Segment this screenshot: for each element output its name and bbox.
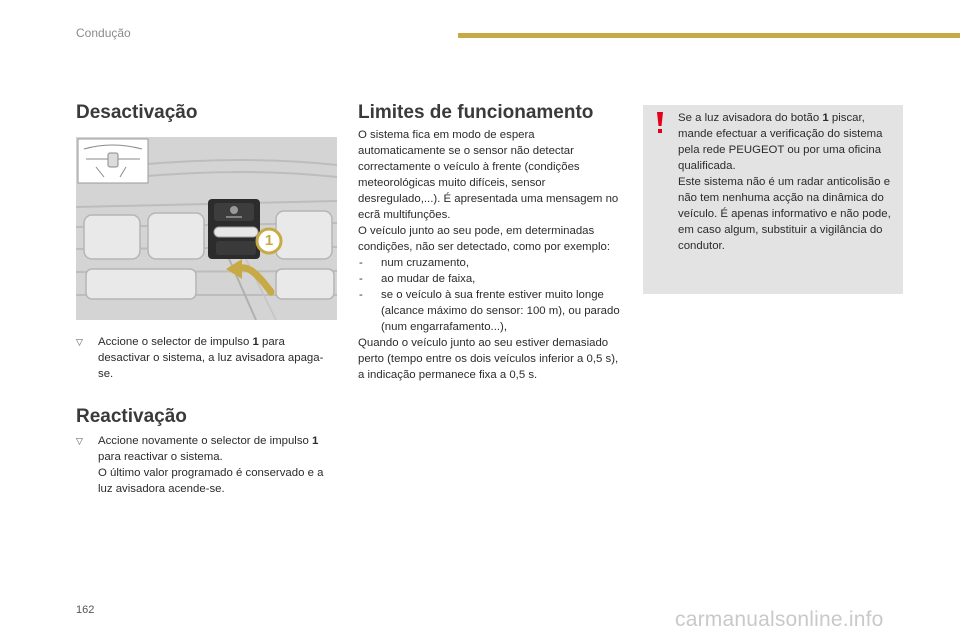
step-ref: 1: [252, 336, 259, 348]
note-text-cont: piscar, mande efectuar a verificação do sistema pela rede PEUGEOT ou por uma oficina qualificada.: [678, 112, 883, 172]
list-item-text: ao mudar de faixa,: [381, 273, 476, 285]
step-text-cont: para reactivar o sistema.: [98, 451, 223, 463]
heading-desactivacao: Desactivação: [76, 102, 198, 123]
illustration-pulse-selector: [76, 137, 337, 320]
list-item: [358, 271, 620, 287]
dashboard-illustration: [76, 137, 337, 320]
desactivacao-step: [76, 334, 338, 382]
dash-marker: -: [359, 257, 363, 269]
warning-note: [643, 105, 903, 294]
section-title: Condução: [76, 26, 131, 40]
heading-reactivacao: Reactivação: [76, 406, 187, 427]
note-text: Se a luz avisadora do botão: [678, 112, 823, 124]
dash-marker: -: [359, 289, 363, 301]
bullet-arrow-icon: ▽: [76, 337, 83, 347]
reactivacao-step: [76, 433, 338, 497]
list-item: [358, 287, 620, 335]
step-text-extra: O último valor programado é conservado e a luz avisadora acende-se.: [98, 467, 324, 495]
limites-body: [358, 127, 620, 383]
warning-exclamation-icon: [655, 111, 665, 135]
step-text-cont: para desactivar o sistema, a luz avisadora apaga-se.: [98, 336, 324, 380]
header-accent-bar: [458, 33, 960, 38]
list-item-text: num cruzamento,: [381, 257, 469, 269]
list-item: [358, 255, 620, 271]
step-ref: 1: [312, 435, 319, 447]
step-text: Accione o selector de impulso: [98, 336, 253, 348]
note-ref: 1: [822, 112, 829, 124]
limites-paragraph-3: Quando o veículo junto ao seu estiver demasiado perto (tempo entre os dois veículos inferior a 0,5 s), a indicação permanece fixa a 0,5 s.: [358, 337, 619, 381]
heading-limites: Limites de funcionamento: [358, 102, 594, 123]
warning-note-text: [678, 110, 900, 254]
bullet-arrow-icon: ▽: [76, 436, 83, 446]
limites-paragraph-1: O sistema fica em modo de espera automaticamente se o sensor não detectar correctamente o veículo à frente (condições meteorológicas muito difíceis, sensor desregulado,...). É apresentada uma mensagem no ecrã multifunções.: [358, 129, 619, 221]
step-text: Accione novamente o selector de impulso: [98, 435, 313, 447]
page-number: 162: [76, 604, 95, 616]
list-item-text: se o veículo à sua frente estiver muito longe (alcance máximo do sensor: 100 m), ou parado (num engarrafamento...),: [381, 289, 620, 333]
dash-marker: -: [359, 273, 363, 285]
note-text-extra: Este sistema não é um radar anticolisão e não tem nenhuma acção na dinâmica do veículo. É apenas informativo e não pode, em caso algum, substituir a vigilância do condutor.: [678, 176, 891, 252]
callout-number: 1: [264, 232, 274, 249]
limites-paragraph-2: O veículo junto ao seu pode, em determinadas condições, não ser detectado, como por exemplo:: [358, 225, 611, 253]
watermark: carmanualsonline.info: [675, 608, 884, 631]
